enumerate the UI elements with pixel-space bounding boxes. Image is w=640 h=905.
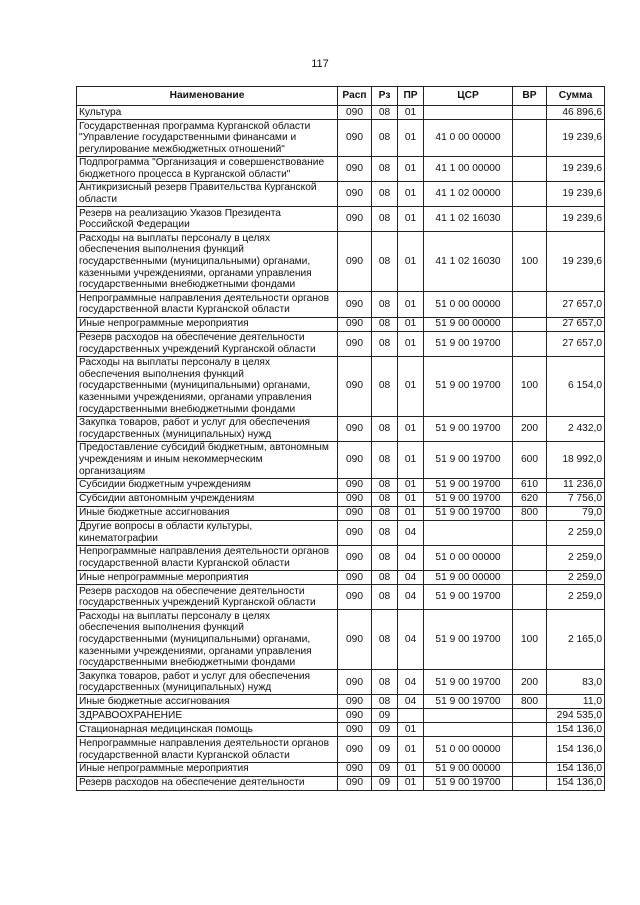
cell-sum: 154 136,0 [547,762,605,776]
cell-rz: 08 [372,181,398,206]
row-name-line: Культура [79,106,122,118]
cell-sum: 154 136,0 [547,723,605,737]
row-name-line: государственными (муниципальными) органами, [79,256,311,268]
cell-csr: 51 9 00 19700 [424,331,513,356]
cell-vr [513,120,547,157]
cell-sum: 7 756,0 [547,492,605,506]
cell-rz: 08 [372,292,398,317]
col-header-rasp: Расп [338,87,372,106]
cell-rz: 08 [372,356,398,416]
cell-rasp: 090 [338,737,372,762]
row-name [77,478,338,492]
cell-rasp: 090 [338,232,372,292]
row-name-line: государственных (муниципальных) нужд [79,428,272,440]
cell-sum: 2 259,0 [547,585,605,610]
row-name-line: Предоставление субсидий бюджетным, автономным [79,442,329,454]
cell-pr: 04 [398,520,424,545]
row-name [77,670,338,695]
cell-pr: 01 [398,331,424,356]
table-row [77,207,605,232]
row-name [77,723,338,737]
row-name-line: государственными (муниципальными) органами, [79,380,311,392]
table-row [77,723,605,737]
cell-pr: 01 [398,416,424,441]
row-name-line: Расходы на выплаты персоналу в целях [79,232,271,244]
row-name-line: Подпрограмма "Организация и совершенствование [79,157,325,169]
row-name-line: Расходы на выплаты персоналу в целях [79,610,271,622]
cell-sum: 11 236,0 [547,478,605,492]
row-name [77,356,338,416]
cell-sum: 154 136,0 [547,737,605,762]
cell-sum: 19 239,6 [547,120,605,157]
row-name-line: Иные непрограммные мероприятия [79,763,249,775]
row-name-line: государственной власти Курганской области [79,749,290,761]
cell-vr: 610 [513,478,547,492]
cell-pr: 01 [398,776,424,790]
row-name-line: ЗДРАВООХРАНЕНИЕ [79,710,183,722]
cell-csr: 51 9 00 19700 [424,670,513,695]
row-name-line: государственной власти Курганской области [79,304,290,316]
cell-csr: 51 0 00 00000 [424,737,513,762]
cell-rasp: 090 [338,478,372,492]
cell-rasp: 090 [338,207,372,232]
row-name-line: Резерв расходов на обеспечение деятельности [79,777,305,789]
col-header-rz: Рз [372,87,398,106]
cell-rasp: 090 [338,331,372,356]
row-name-line: Субсидии автономным учреждениям [79,493,255,505]
row-name-line: бюджетного процесса в Курганской области" [79,168,291,180]
cell-rasp: 090 [338,610,372,670]
cell-pr: 01 [398,156,424,181]
table-row [77,181,605,206]
cell-sum: 2 259,0 [547,571,605,585]
col-header-sum: Сумма [547,87,605,106]
cell-pr: 01 [398,232,424,292]
cell-sum: 2 259,0 [547,520,605,545]
row-name-line: обеспечения выполнения функций [79,244,244,256]
row-name-line: обеспечения выполнения функций [79,368,244,380]
cell-sum: 6 154,0 [547,356,605,416]
row-name [77,492,338,506]
cell-rz: 08 [372,506,398,520]
row-name [77,441,338,478]
row-name-line: казенными учреждениями, органами управления [79,267,312,279]
cell-rz: 09 [372,737,398,762]
row-name-line: Иные непрограммные мероприятия [79,571,249,583]
table-row [77,292,605,317]
cell-rz: 08 [372,317,398,331]
row-name-line: государственными внебюджетными фондами [79,279,296,291]
cell-vr [513,762,547,776]
cell-csr: 41 1 02 16030 [424,232,513,292]
cell-csr [424,709,513,723]
cell-sum: 294 535,0 [547,709,605,723]
row-name-line: Закупка товаров, работ и услуг для обеспечения [79,670,311,682]
row-name-line: Субсидии бюджетным учреждениям [79,479,251,491]
row-name-line: государственной власти Курганской области [79,558,290,569]
row-name [77,181,338,206]
cell-csr: 51 0 00 00000 [424,292,513,317]
row-name-line: государственных учреждений Курганской области [79,597,316,609]
table-row [77,776,605,790]
cell-pr: 01 [398,478,424,492]
table-row [77,695,605,709]
cell-vr [513,545,547,570]
cell-rz: 08 [372,441,398,478]
row-name-line: казенными учреждениями, органами управления [79,392,312,404]
row-name [77,762,338,776]
cell-csr: 51 9 00 19700 [424,356,513,416]
cell-vr: 200 [513,416,547,441]
cell-pr: 04 [398,670,424,695]
row-name [77,292,338,317]
table-row [77,120,605,157]
cell-pr: 01 [398,441,424,478]
cell-rz: 08 [372,571,398,585]
cell-rasp: 090 [338,492,372,506]
row-name [77,776,338,790]
row-name-line: Непрограммные направления деятельности органов [79,737,329,749]
col-header-csr: ЦСР [424,87,513,106]
cell-vr [513,585,547,610]
table-row [77,356,605,416]
cell-rz: 08 [372,478,398,492]
cell-sum: 19 239,6 [547,181,605,206]
row-name [77,317,338,331]
row-name [77,232,338,292]
cell-pr: 01 [398,207,424,232]
row-name-line: Другие вопросы в области культуры, [79,521,253,533]
cell-sum: 19 239,6 [547,232,605,292]
row-name-line: Иные бюджетные ассигнования [79,696,230,708]
cell-vr: 100 [513,232,547,292]
page-number: 117 [311,58,329,70]
table-row [77,492,605,506]
row-name-line: Расходы на выплаты персоналу в целях [79,357,271,369]
cell-vr [513,331,547,356]
cell-vr: 200 [513,670,547,695]
cell-vr: 600 [513,441,547,478]
table-row [77,156,605,181]
cell-pr: 01 [398,181,424,206]
row-name [77,416,338,441]
table-row [77,106,605,120]
cell-rasp: 090 [338,506,372,520]
row-name [77,120,338,157]
row-name-line: государственными внебюджетными фондами [79,403,296,415]
cell-pr: 01 [398,317,424,331]
table-row [77,709,605,723]
cell-rz: 08 [372,520,398,545]
cell-sum: 79,0 [547,506,605,520]
cell-rasp: 090 [338,181,372,206]
cell-csr [424,520,513,545]
row-name [77,106,338,120]
cell-pr: 04 [398,610,424,670]
row-name [77,545,338,570]
cell-vr: 620 [513,492,547,506]
row-name [77,585,338,610]
cell-vr [513,156,547,181]
table-row [77,670,605,695]
row-name-line: Государственная программа Курганской области [79,120,311,132]
cell-rz: 08 [372,545,398,570]
row-name-line: Непрограммные направления деятельности органов [79,292,329,304]
cell-rz: 08 [372,585,398,610]
cell-vr: 800 [513,506,547,520]
cell-sum: 2 432,0 [547,416,605,441]
cell-pr: 01 [398,356,424,416]
cell-csr: 41 1 00 00000 [424,156,513,181]
cell-vr [513,207,547,232]
row-name-line: учреждениям и иным некоммерческим [79,454,263,466]
cell-csr: 51 0 00 00000 [424,545,513,570]
cell-vr [513,709,547,723]
cell-rasp: 090 [338,585,372,610]
cell-sum: 27 657,0 [547,331,605,356]
table-row [77,520,605,545]
cell-sum: 2 165,0 [547,610,605,670]
col-header-name: Наименование [77,87,338,106]
cell-rz: 08 [372,207,398,232]
cell-rasp: 090 [338,545,372,570]
cell-vr: 100 [513,610,547,670]
cell-rz: 09 [372,709,398,723]
table-row [77,331,605,356]
row-name-line: организациям [79,465,146,477]
cell-csr [424,723,513,737]
row-name [77,709,338,723]
cell-rz: 08 [372,670,398,695]
cell-rasp: 090 [338,416,372,441]
cell-csr: 51 9 00 19700 [424,492,513,506]
cell-csr [424,106,513,120]
cell-rasp: 090 [338,776,372,790]
cell-sum: 83,0 [547,670,605,695]
row-name-line: кинематографии [79,532,158,544]
row-name [77,506,338,520]
cell-pr: 01 [398,492,424,506]
cell-rz: 09 [372,723,398,737]
cell-sum: 19 239,6 [547,207,605,232]
cell-sum: 2 259,0 [547,545,605,570]
cell-csr: 51 9 00 19700 [424,478,513,492]
cell-vr [513,776,547,790]
row-name [77,737,338,762]
cell-sum: 46 896,6 [547,106,605,120]
table-row [77,232,605,292]
table-row [77,762,605,776]
row-name-line: государственными внебюджетными фондами [79,657,296,669]
table-header-row [77,87,605,106]
cell-csr: 51 9 00 19700 [424,776,513,790]
cell-pr: 01 [398,762,424,776]
cell-rasp: 090 [338,317,372,331]
row-name-line: Резерв расходов на обеспечение деятельности [79,332,305,344]
row-name-line: государственных учреждений Курганской области [79,343,316,355]
cell-rasp: 090 [338,723,372,737]
cell-rz: 08 [372,492,398,506]
table-row [77,610,605,670]
table-row [77,416,605,441]
cell-vr [513,571,547,585]
cell-pr: 01 [398,737,424,762]
row-name-line: Резерв на реализацию Указов Президента [79,207,281,219]
cell-rz: 08 [372,156,398,181]
cell-csr: 51 9 00 19700 [424,441,513,478]
row-name-line: Непрограммные направления деятельности органов [79,546,329,558]
row-name-line: государственных (муниципальных) нужд [79,682,272,694]
cell-sum: 154 136,0 [547,776,605,790]
cell-rz: 09 [372,762,398,776]
cell-pr: 04 [398,585,424,610]
table-row [77,545,605,570]
row-name-line: казенными учреждениями, органами управления [79,645,312,657]
cell-csr: 51 9 00 00000 [424,317,513,331]
cell-pr: 01 [398,120,424,157]
cell-rasp: 090 [338,120,372,157]
cell-rasp: 090 [338,106,372,120]
table-row [77,585,605,610]
row-name-line: обеспечения выполнения функций [79,622,244,634]
row-name [77,207,338,232]
cell-csr: 51 9 00 19700 [424,506,513,520]
table-row [77,571,605,585]
cell-pr [398,709,424,723]
row-name-line: Резерв расходов на обеспечение деятельности [79,585,305,597]
cell-rasp: 090 [338,571,372,585]
cell-pr: 01 [398,506,424,520]
cell-csr: 51 9 00 00000 [424,762,513,776]
cell-rasp: 090 [338,292,372,317]
cell-rz: 08 [372,120,398,157]
cell-rasp: 090 [338,356,372,416]
cell-csr: 41 1 02 00000 [424,181,513,206]
cell-csr: 51 9 00 19700 [424,585,513,610]
row-name [77,331,338,356]
cell-csr: 51 9 00 00000 [424,571,513,585]
table-row [77,441,605,478]
cell-vr [513,520,547,545]
row-name-line: Российской Федерации [79,219,190,231]
cell-pr: 04 [398,571,424,585]
cell-vr [513,723,547,737]
row-name-line: области [79,194,118,206]
cell-pr: 01 [398,292,424,317]
row-name-line: регулирование межбюджетных отношений" [79,143,285,155]
col-header-vr: ВР [513,87,547,106]
cell-rasp: 090 [338,695,372,709]
cell-sum: 27 657,0 [547,292,605,317]
cell-rasp: 090 [338,520,372,545]
cell-rz: 09 [372,776,398,790]
cell-vr [513,317,547,331]
cell-rz: 08 [372,331,398,356]
row-name [77,156,338,181]
cell-vr [513,106,547,120]
row-name-line: государственными (муниципальными) органами, [79,633,311,645]
cell-csr: 51 9 00 19700 [424,416,513,441]
row-name-line: Иные непрограммные мероприятия [79,318,249,330]
cell-vr [513,292,547,317]
cell-pr: 01 [398,723,424,737]
cell-rz: 08 [372,232,398,292]
row-name-line: Закупка товаров, работ и услуг для обеспечения [79,417,311,429]
cell-csr: 51 9 00 19700 [424,695,513,709]
cell-sum: 11,0 [547,695,605,709]
cell-csr: 51 9 00 19700 [424,610,513,670]
cell-pr: 04 [398,545,424,570]
table-row [77,478,605,492]
col-header-pr: ПР [398,87,424,106]
cell-csr: 41 1 02 16030 [424,207,513,232]
cell-rasp: 090 [338,441,372,478]
row-name [77,571,338,585]
row-name-line: Иные бюджетные ассигнования [79,507,230,519]
row-name [77,610,338,670]
row-name [77,520,338,545]
cell-rz: 08 [372,416,398,441]
cell-vr [513,737,547,762]
table-row [77,737,605,762]
cell-sum: 18 992,0 [547,441,605,478]
cell-rasp: 090 [338,709,372,723]
cell-pr: 04 [398,695,424,709]
cell-sum: 27 657,0 [547,317,605,331]
cell-vr: 800 [513,695,547,709]
cell-rz: 08 [372,695,398,709]
cell-rz: 08 [372,106,398,120]
cell-rasp: 090 [338,670,372,695]
row-name-line: Антикризисный резерв Правительства Курганской [79,182,317,194]
row-name-line: "Управление государственными финансами и [79,132,297,144]
cell-sum: 19 239,6 [547,156,605,181]
cell-pr: 01 [398,106,424,120]
cell-rasp: 090 [338,762,372,776]
cell-vr [513,181,547,206]
cell-vr: 100 [513,356,547,416]
budget-table [76,86,605,791]
row-name-line: Стационарная медицинская помощь [79,724,253,736]
table-row [77,317,605,331]
row-name [77,695,338,709]
cell-csr: 41 0 00 00000 [424,120,513,157]
cell-rz: 08 [372,610,398,670]
cell-rasp: 090 [338,156,372,181]
table-row [77,506,605,520]
